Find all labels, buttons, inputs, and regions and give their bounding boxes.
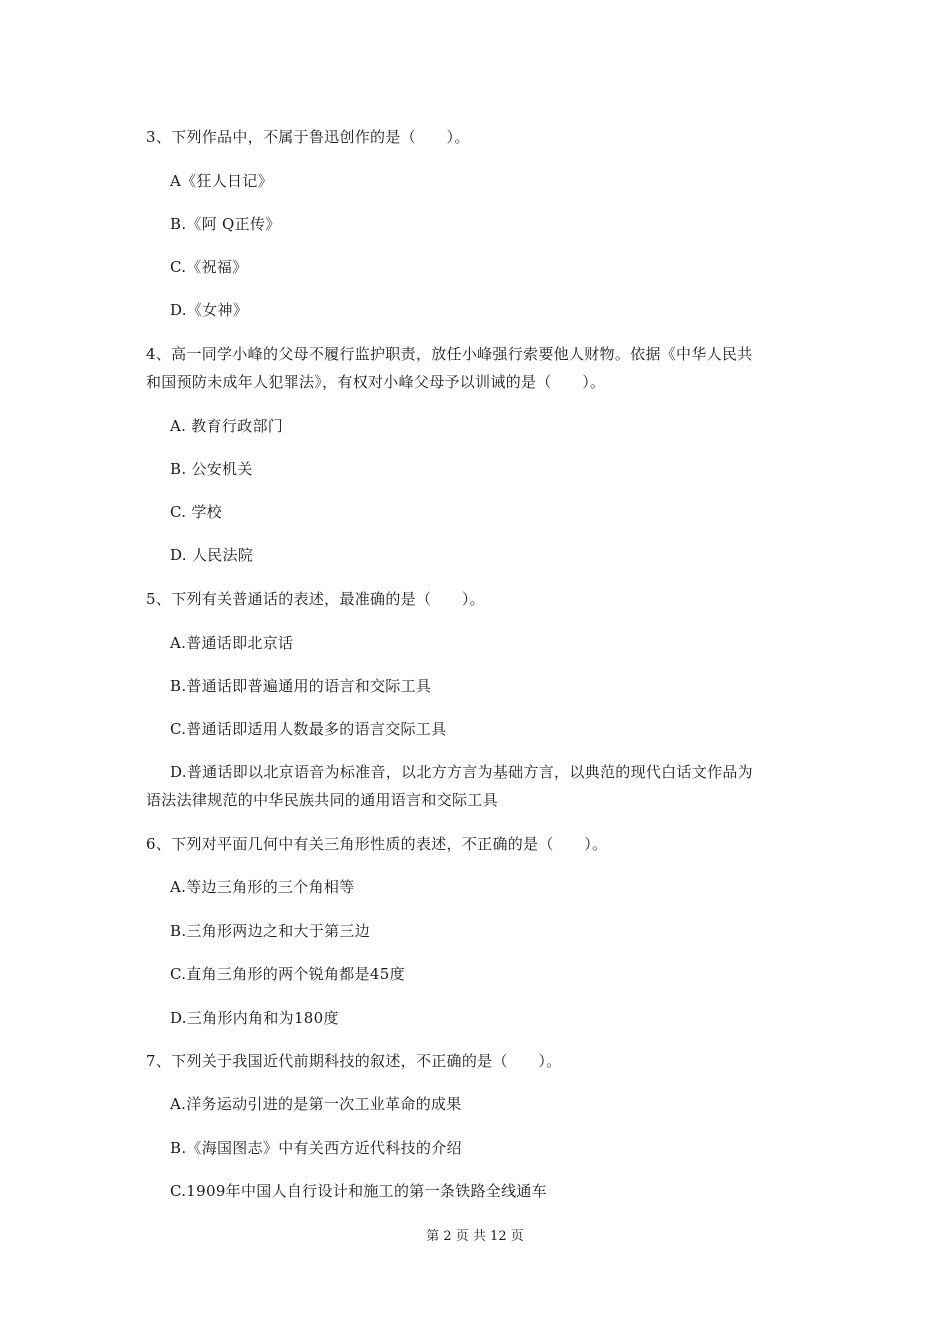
question-5-option-d-line-2: 语法法律规范的中华民族共同的通用语言和交际工具: [146, 791, 498, 809]
question-3-option-c: C.《祝福》: [170, 258, 248, 276]
question-4-option-c: C. 学校: [170, 503, 222, 521]
question-6-option-a: A.等边三角形的三个角相等: [170, 878, 355, 896]
question-7-option-b: B.《海国图志》中有关西方近代科技的介绍: [170, 1139, 462, 1157]
question-4-option-a: A. 教育行政部门: [170, 417, 284, 435]
question-5-option-c: C.普通话即适用人数最多的语言交际工具: [170, 720, 447, 738]
question-7-option-c: C.1909年中国人自行设计和施工的第一条铁路全线通车: [170, 1182, 547, 1200]
page-footer: 第 2 页 共 12 页: [426, 1229, 524, 1244]
question-6-option-c: C.直角三角形的两个锐角都是45度: [170, 965, 405, 983]
question-5-option-d-line-1: D.普通话即以北京语音为标准音，以北方方言为基础方言，以典范的现代白话文作品为: [170, 763, 753, 781]
question-7-option-a: A.洋务运动引进的是第一次工业革命的成果: [170, 1095, 462, 1113]
question-3-option-d: D.《女神》: [170, 301, 249, 319]
question-4-stem-line-2: 和国预防未成年人犯罪法》，有权对小峰父母予以训诫的是（ ）。: [146, 373, 606, 391]
question-3-option-a: A《狂人日记》: [170, 172, 273, 190]
question-5-option-a: A.普通话即北京话: [170, 634, 294, 652]
question-3-stem: 3、下列作品中，不属于鲁迅创作的是（ ）。: [146, 128, 470, 146]
question-5-stem: 5、下列有关普通话的表述，最准确的是（ ）。: [146, 590, 485, 608]
question-5-option-b: B.普通话即普遍通用的语言和交际工具: [170, 677, 432, 695]
question-4-stem-line-1: 4、高一同学小峰的父母不履行监护职责，放任小峰强行索要他人财物。依据《中华人民共: [146, 345, 753, 363]
question-4-option-d: D. 人民法院: [170, 546, 254, 564]
question-3-option-b: B.《阿 Q正传》: [170, 215, 281, 233]
question-4-option-b: B. 公安机关: [170, 460, 253, 478]
question-7-stem: 7、下列关于我国近代前期科技的叙述，不正确的是（ ）。: [146, 1052, 562, 1070]
question-6-option-b: B.三角形两边之和大于第三边: [170, 922, 370, 940]
question-6-option-d: D.三角形内角和为180度: [170, 1009, 339, 1027]
question-6-stem: 6、下列对平面几何中有关三角形性质的表述，不正确的是（ ）。: [146, 835, 608, 853]
